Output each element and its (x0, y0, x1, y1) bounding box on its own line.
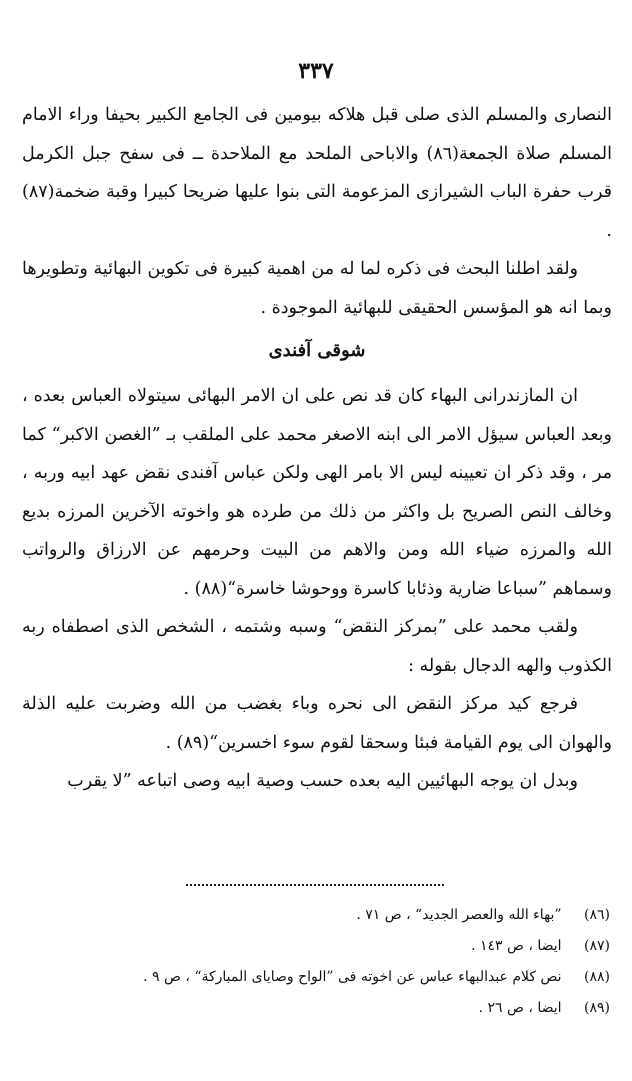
footnote-text: نص كلام عبدالبهاء عباس عن اخوته فى ”الواح وصاياى المباركة“ ، ص ٩ . (143, 969, 562, 985)
paragraph: ولقد اطلنا البحث فى ذكره لما له من اهمية كبيرة فى تكوين البهائية وتطويرها وبما انه هو المؤسس الحقيقى للبهائية الموجودة . (22, 259, 612, 318)
footnote-text: ايضا ، ص ١٤٣ . (471, 938, 562, 954)
footnote-separator (186, 884, 444, 886)
footnote (20, 962, 610, 993)
footnote-text: ايضا ، ص ٢٦ . (478, 1000, 562, 1016)
footnotes (20, 900, 610, 1024)
quoted-paragraph: فرجع كيد مركز النقض الى نحره وباء بغضب من الله وضربت عليه الذلة والهوان الى يوم القيامة فبئا وسحقا لقوم سوء اخسرين“(٨٩) . (22, 694, 612, 753)
main-text (22, 96, 612, 801)
paragraph: ان المازندرانى البهاء كان قد نص على ان الامر البهائى سيتولاه العباس بعده ، وبعد العباس سيؤل الامر الى ابنه الاصغر محمد على الملقب بـ ”الغصن الاكبر“ كما مر ، وقد ذكر ان تعيينه ليس الا بامر الهى ولكن عباس آفندى نقض عهد ابيه وربه ، وخالف النص الصريح بل واكثر من ذلك من طرده هو واخوته الآخرين المرزه بديع الله والمرزه ضياء الله ومن والاهم من البيت وحرمهم عن الارزاق والرواتب وسماهم ”سباعا ضارية وذئابا كاسرة ووحوشا خاسرة“(٨٨) . (22, 386, 612, 599)
section-heading: شوقى آفندى (268, 340, 366, 361)
paragraph: وبدل ان يوجه البهائيين اليه بعده حسب وصية ابيه وصى اتباعه ”لا يقرب (67, 771, 578, 791)
footnote-number: (٨٩) (584, 1000, 610, 1016)
footnote-number: (٨٦) (584, 907, 610, 923)
footnote (20, 931, 610, 962)
paragraph: ولقب محمد على ”بمركز النقض“ وسبه وشتمه ، الشخص الذى اصطفاه ربه الكذوب والهه الدجال بقوله : (22, 617, 612, 676)
page-number: ٣٣٧ (298, 58, 334, 84)
paragraph: النصارى والمسلم الذى صلى قبل هلاكه بيومين فى الجامع الكبير بحيفا وراء الامام المسلم صلاة الجمعة(٨٦) والاباحى الملحد مع الملاحدة ــ فى سفح جبل الكرمل قرب حفرة الباب الشيرازى المزعومة التى بنوا عليها ضريحا كبيرا وقبة ضخمة(٨٧) . (22, 105, 613, 241)
footnote (20, 993, 610, 1024)
footnote-number: (٨٨) (584, 969, 610, 985)
footnote-number: (٨٧) (584, 938, 610, 954)
footnote-text: ”بهاء الله والعصر الجديد“ ، ص ٧١ . (356, 907, 562, 923)
footnote (20, 900, 610, 931)
